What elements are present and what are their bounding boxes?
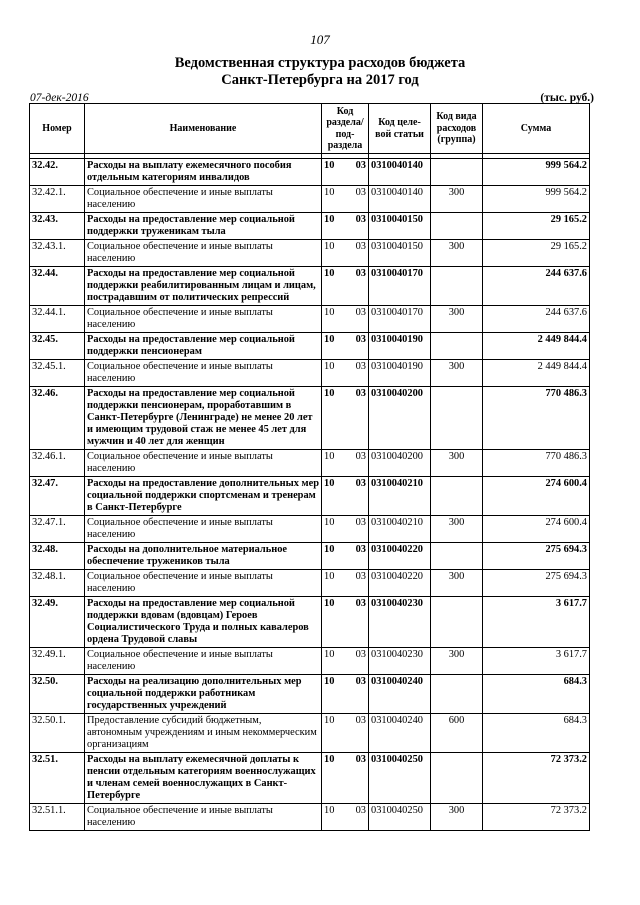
row-expense-type: 300 xyxy=(431,648,483,675)
row-name: Расходы на выплату ежемесячной доплаты к пенсии отдельным категориям военнослужащих и членам семей военнослужащих в Санкт-Петербурге xyxy=(85,753,322,804)
row-article-code: 0310040210 xyxy=(369,477,431,516)
row-number: 32.44.1. xyxy=(30,306,85,333)
row-section-code xyxy=(322,267,369,306)
subsection-code: 03 xyxy=(355,571,366,582)
table-row xyxy=(30,477,590,516)
table-row xyxy=(30,387,590,450)
row-section-code xyxy=(322,597,369,648)
subsection-code: 03 xyxy=(355,388,366,399)
row-name: Расходы на предоставление мер социальной поддержки реабилитированным лицам и лицам, пострадавшим от политических репрессий xyxy=(85,267,322,306)
row-expense-type xyxy=(431,267,483,306)
table-row xyxy=(30,648,590,675)
row-number: 32.44. xyxy=(30,267,85,306)
row-amount: 999 564.2 xyxy=(483,159,590,186)
table-header-row xyxy=(30,104,590,154)
row-number: 32.43.1. xyxy=(30,240,85,267)
row-name: Социальное обеспечение и иные выплаты населению xyxy=(85,804,322,831)
page-number: 107 xyxy=(310,32,330,47)
row-section-code xyxy=(322,306,369,333)
row-amount: 275 694.3 xyxy=(483,570,590,597)
header-section: Код раздела/ под- раздела xyxy=(322,104,369,154)
table-row xyxy=(30,753,590,804)
row-amount: 244 637.6 xyxy=(483,306,590,333)
row-number: 32.46.1. xyxy=(30,450,85,477)
row-amount: 684.3 xyxy=(483,675,590,714)
row-expense-type: 300 xyxy=(431,570,483,597)
section-code: 10 xyxy=(324,214,335,225)
row-section-code xyxy=(322,714,369,753)
table-row xyxy=(30,159,590,186)
row-name: Предоставление субсидий бюджетным, автономным учреждениям и иным некоммерческим организациям xyxy=(85,714,322,753)
table-row xyxy=(30,597,590,648)
row-section-code xyxy=(322,804,369,831)
subsection-code: 03 xyxy=(355,754,366,765)
row-section-code xyxy=(322,387,369,450)
subsection-code: 03 xyxy=(355,268,366,279)
row-number: 32.42.1. xyxy=(30,186,85,213)
row-name: Расходы на предоставление мер социальной поддержки вдовам (вдовцам) Героев Социалистического Труда и полных кавалеров ордена Трудовой славы xyxy=(85,597,322,648)
table-row xyxy=(30,543,590,570)
row-number: 32.45.1. xyxy=(30,360,85,387)
row-expense-type: 300 xyxy=(431,306,483,333)
row-name: Социальное обеспечение и иные выплаты населению xyxy=(85,648,322,675)
row-section-code xyxy=(322,450,369,477)
row-article-code: 0310040190 xyxy=(369,360,431,387)
row-expense-type xyxy=(431,753,483,804)
table-row xyxy=(30,450,590,477)
subsection-code: 03 xyxy=(355,187,366,198)
subsection-code: 03 xyxy=(355,805,366,816)
section-code: 10 xyxy=(324,754,335,765)
row-article-code: 0310040150 xyxy=(369,213,431,240)
row-article-code: 0310040140 xyxy=(369,159,431,186)
row-name: Расходы на предоставление мер социальной поддержки пенсионерам, проработавшим в Санкт-Петербурге (Ленинграде) не менее 20 лет и имеющим трудовой стаж не менее 45 лет для мужчин и 40 лет для женщин xyxy=(85,387,322,450)
row-expense-type: 300 xyxy=(431,240,483,267)
row-expense-type: 600 xyxy=(431,714,483,753)
section-code: 10 xyxy=(324,388,335,399)
row-section-code xyxy=(322,516,369,543)
subsection-code: 03 xyxy=(355,160,366,171)
budget-table xyxy=(29,103,590,831)
row-amount: 274 600.4 xyxy=(483,477,590,516)
table-row xyxy=(30,240,590,267)
table-row xyxy=(30,267,590,306)
row-article-code: 0310040220 xyxy=(369,570,431,597)
row-expense-type xyxy=(431,597,483,648)
row-number: 32.45. xyxy=(30,333,85,360)
row-expense-type: 300 xyxy=(431,450,483,477)
row-article-code: 0310040140 xyxy=(369,186,431,213)
row-number: 32.50. xyxy=(30,675,85,714)
row-expense-type: 300 xyxy=(431,804,483,831)
subsection-code: 03 xyxy=(355,241,366,252)
row-amount: 29 165.2 xyxy=(483,213,590,240)
section-code: 10 xyxy=(324,598,335,609)
row-expense-type: 300 xyxy=(431,360,483,387)
section-code: 10 xyxy=(324,715,335,726)
table-row xyxy=(30,516,590,543)
row-amount: 770 486.3 xyxy=(483,450,590,477)
row-article-code: 0310040200 xyxy=(369,450,431,477)
row-section-code xyxy=(322,240,369,267)
row-name: Социальное обеспечение и иные выплаты населению xyxy=(85,516,322,543)
row-article-code: 0310040190 xyxy=(369,333,431,360)
row-section-code xyxy=(322,159,369,186)
section-code: 10 xyxy=(324,268,335,279)
header-number: Номер xyxy=(30,104,85,154)
row-article-code: 0310040150 xyxy=(369,240,431,267)
row-number: 32.42. xyxy=(30,159,85,186)
section-code: 10 xyxy=(324,451,335,462)
table-row xyxy=(30,714,590,753)
row-amount: 275 694.3 xyxy=(483,543,590,570)
row-name: Социальное обеспечение и иные выплаты населению xyxy=(85,360,322,387)
row-amount: 2 449 844.4 xyxy=(483,333,590,360)
subsection-code: 03 xyxy=(355,478,366,489)
subsection-code: 03 xyxy=(355,451,366,462)
section-code: 10 xyxy=(324,361,335,372)
row-article-code: 0310040230 xyxy=(369,597,431,648)
row-expense-type xyxy=(431,477,483,516)
row-name: Расходы на реализацию дополнительных мер социальной поддержки работникам государственных учреждений xyxy=(85,675,322,714)
table-row xyxy=(30,186,590,213)
row-section-code xyxy=(322,477,369,516)
row-article-code: 0310040250 xyxy=(369,753,431,804)
row-name: Расходы на выплату ежемесячного пособия отдельным категориям инвалидов xyxy=(85,159,322,186)
row-section-code xyxy=(322,186,369,213)
row-section-code xyxy=(322,213,369,240)
row-expense-type xyxy=(431,213,483,240)
row-section-code xyxy=(322,675,369,714)
row-section-code xyxy=(322,753,369,804)
header-amount: Сумма xyxy=(483,104,590,154)
table-row xyxy=(30,333,590,360)
row-number: 32.48.1. xyxy=(30,570,85,597)
row-section-code xyxy=(322,570,369,597)
row-name: Социальное обеспечение и иные выплаты населению xyxy=(85,570,322,597)
row-amount: 244 637.6 xyxy=(483,267,590,306)
subsection-code: 03 xyxy=(355,598,366,609)
row-name: Социальное обеспечение и иные выплаты населению xyxy=(85,306,322,333)
row-number: 32.51.1. xyxy=(30,804,85,831)
units-label: (тыс. руб.) xyxy=(540,92,594,104)
row-number: 32.43. xyxy=(30,213,85,240)
row-number: 32.47.1. xyxy=(30,516,85,543)
document-title xyxy=(0,55,640,89)
row-expense-type xyxy=(431,333,483,360)
subsection-code: 03 xyxy=(355,517,366,528)
table-row xyxy=(30,570,590,597)
row-article-code: 0310040200 xyxy=(369,387,431,450)
row-expense-type xyxy=(431,159,483,186)
table-row xyxy=(30,804,590,831)
table-body xyxy=(30,159,590,831)
row-amount: 3 617.7 xyxy=(483,597,590,648)
row-amount: 3 617.7 xyxy=(483,648,590,675)
section-code: 10 xyxy=(324,160,335,171)
row-amount: 274 600.4 xyxy=(483,516,590,543)
subsection-code: 03 xyxy=(355,334,366,345)
row-article-code: 0310040240 xyxy=(369,675,431,714)
document-date: 07-дек-2016 xyxy=(30,92,89,104)
section-code: 10 xyxy=(324,478,335,489)
row-expense-type: 300 xyxy=(431,186,483,213)
row-number: 32.47. xyxy=(30,477,85,516)
table-row xyxy=(30,675,590,714)
section-code: 10 xyxy=(324,805,335,816)
row-article-code: 0310040240 xyxy=(369,714,431,753)
row-number: 32.50.1. xyxy=(30,714,85,753)
subsection-code: 03 xyxy=(355,676,366,687)
row-article-code: 0310040250 xyxy=(369,804,431,831)
section-code: 10 xyxy=(324,187,335,198)
subsection-code: 03 xyxy=(355,715,366,726)
row-name: Расходы на предоставление мер социальной поддержки труженикам тыла xyxy=(85,213,322,240)
section-code: 10 xyxy=(324,307,335,318)
section-code: 10 xyxy=(324,649,335,660)
section-code: 10 xyxy=(324,544,335,555)
row-amount: 684.3 xyxy=(483,714,590,753)
subsection-code: 03 xyxy=(355,214,366,225)
section-code: 10 xyxy=(324,241,335,252)
subsection-code: 03 xyxy=(355,649,366,660)
row-article-code: 0310040170 xyxy=(369,267,431,306)
subsection-code: 03 xyxy=(355,361,366,372)
row-section-code xyxy=(322,360,369,387)
title-line-1: Ведомственная структура расходов бюджета xyxy=(174,55,466,71)
row-amount: 770 486.3 xyxy=(483,387,590,450)
row-amount: 72 373.2 xyxy=(483,753,590,804)
row-name: Расходы на дополнительное материальное обеспечение тружеников тыла xyxy=(85,543,322,570)
table-row xyxy=(30,306,590,333)
subsection-code: 03 xyxy=(355,307,366,318)
row-number: 32.49. xyxy=(30,597,85,648)
row-expense-type xyxy=(431,543,483,570)
row-name: Социальное обеспечение и иные выплаты населению xyxy=(85,450,322,477)
row-expense-type: 300 xyxy=(431,516,483,543)
row-name: Расходы на предоставление мер социальной поддержки пенсионерам xyxy=(85,333,322,360)
row-article-code: 0310040230 xyxy=(369,648,431,675)
row-section-code xyxy=(322,543,369,570)
row-name: Социальное обеспечение и иные выплаты населению xyxy=(85,240,322,267)
row-number: 32.46. xyxy=(30,387,85,450)
row-number: 32.48. xyxy=(30,543,85,570)
row-number: 32.49.1. xyxy=(30,648,85,675)
row-expense-type xyxy=(431,387,483,450)
table-row xyxy=(30,213,590,240)
header-expense-type: Код вида расходов (группа) xyxy=(431,104,483,154)
row-article-code: 0310040210 xyxy=(369,516,431,543)
header-name: Наименование xyxy=(85,104,322,154)
section-code: 10 xyxy=(324,676,335,687)
row-amount: 72 373.2 xyxy=(483,804,590,831)
row-amount: 999 564.2 xyxy=(483,186,590,213)
section-code: 10 xyxy=(324,571,335,582)
row-name: Социальное обеспечение и иные выплаты населению xyxy=(85,186,322,213)
row-article-code: 0310040220 xyxy=(369,543,431,570)
row-name: Расходы на предоставление дополнительных мер социальной поддержки спортсменам и тренерам в Санкт-Петербурге xyxy=(85,477,322,516)
header-article: Код целе- вой статьи xyxy=(369,104,431,154)
subsection-code: 03 xyxy=(355,544,366,555)
title-line-2: Санкт-Петербурга на 2017 год xyxy=(221,72,419,88)
section-code: 10 xyxy=(324,517,335,528)
row-expense-type xyxy=(431,675,483,714)
row-article-code: 0310040170 xyxy=(369,306,431,333)
section-code: 10 xyxy=(324,334,335,345)
row-amount: 2 449 844.4 xyxy=(483,360,590,387)
row-number: 32.51. xyxy=(30,753,85,804)
table-row xyxy=(30,360,590,387)
row-section-code xyxy=(322,333,369,360)
row-section-code xyxy=(322,648,369,675)
row-amount: 29 165.2 xyxy=(483,240,590,267)
